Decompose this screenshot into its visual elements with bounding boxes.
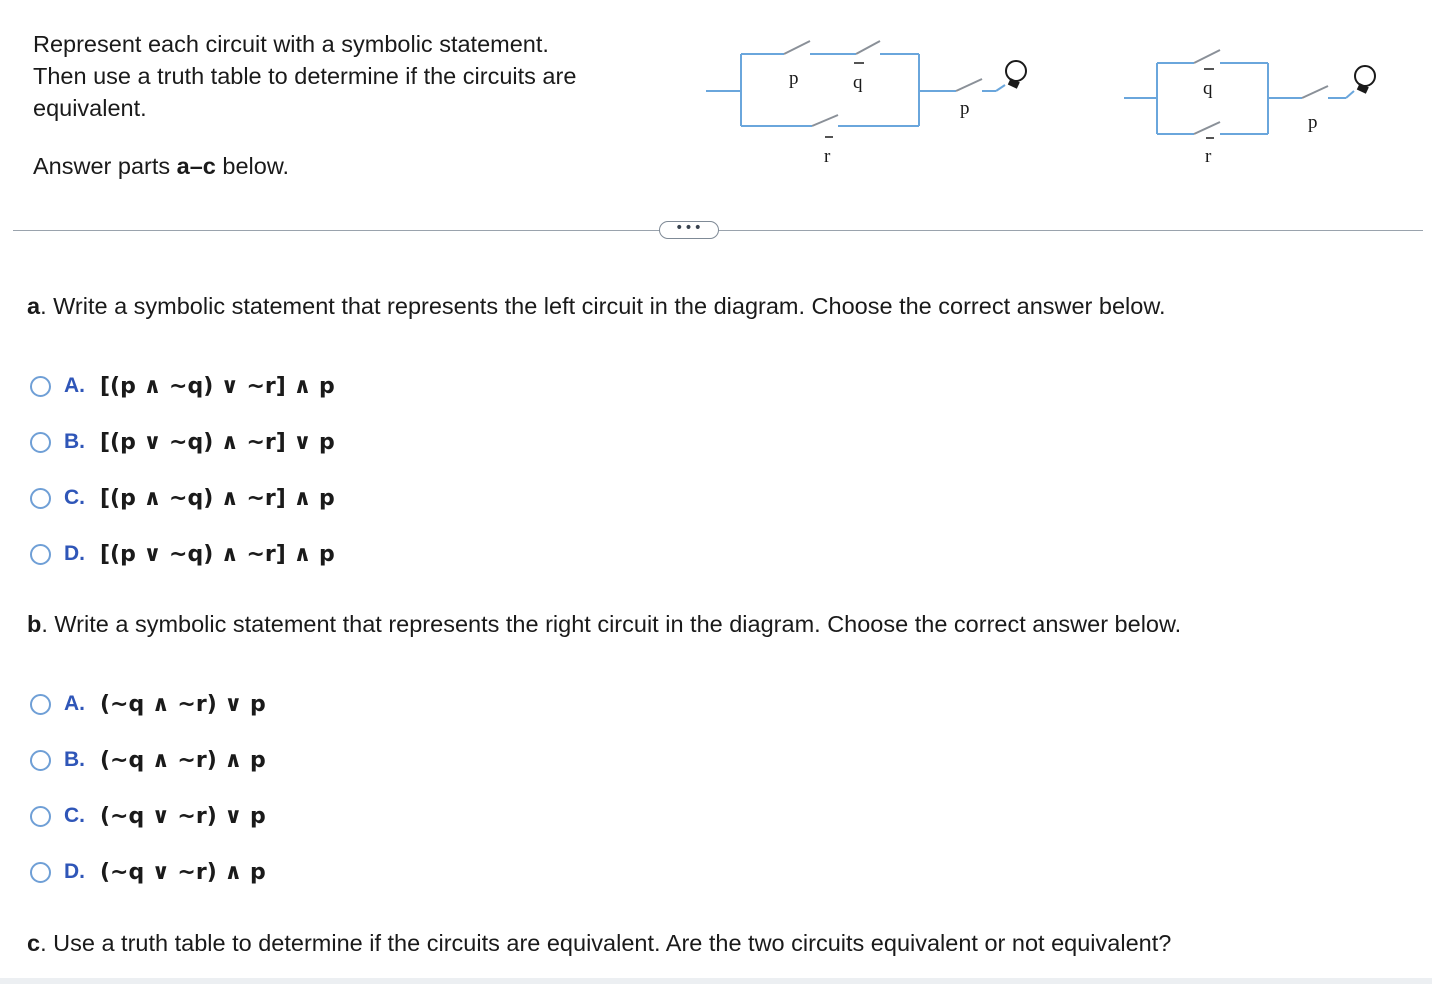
instruction-line-1: Represent each circuit with a symbolic statement. <box>33 31 549 57</box>
right-circuit-diagram <box>1120 36 1390 176</box>
bottom-edge <box>0 978 1432 984</box>
radio-button[interactable] <box>30 488 51 509</box>
instruction-line-3: equivalent. <box>33 95 147 121</box>
part-b-options <box>30 676 266 900</box>
switch-label-p-series: p <box>960 98 970 119</box>
part-a-option-b[interactable]: B. [(p ∨ ~q) ∧ ~r] ∨ p <box>30 414 335 470</box>
answer-parts-note: Answer parts a–c below. <box>33 153 290 179</box>
lightbulb-icon <box>1006 61 1026 89</box>
switch-label-not-r: r <box>1205 146 1212 167</box>
right-circuit-svg <box>1120 36 1390 176</box>
part-b-option-c[interactable]: C. (~q ∨ ~r) ∨ p <box>30 788 266 844</box>
switch-label-not-q: q <box>853 72 863 93</box>
switch-label-not-q: q <box>1203 78 1213 99</box>
instructions <box>33 28 673 182</box>
part-a-question: a. Write a symbolic statement that represents the left circuit in the diagram. Choose the correct answer below. <box>27 293 1166 319</box>
part-b-option-d[interactable]: D. (~q ∨ ~r) ∧ p <box>30 844 266 900</box>
part-a-option-a[interactable]: A. [(p ∧ ~q) ∨ ~r] ∧ p <box>30 358 335 414</box>
left-circuit-diagram <box>700 36 1040 176</box>
switch-label-p: p <box>789 68 799 89</box>
radio-button[interactable] <box>30 544 51 565</box>
lightbulb-icon <box>1355 66 1375 94</box>
radio-button[interactable] <box>30 376 51 397</box>
show-more-button[interactable]: ••• <box>659 221 719 239</box>
radio-button[interactable] <box>30 806 51 827</box>
instruction-line-2: Then use a truth table to determine if the circuits are <box>33 63 577 89</box>
radio-button[interactable] <box>30 862 51 883</box>
part-b-option-a[interactable]: A. (~q ∧ ~r) ∨ p <box>30 676 266 732</box>
radio-button[interactable] <box>30 750 51 771</box>
part-b-question: b. Write a symbolic statement that represents the right circuit in the diagram. Choose the correct answer below. <box>27 611 1182 637</box>
part-a-option-d[interactable]: D. [(p ∨ ~q) ∧ ~r] ∧ p <box>30 526 335 582</box>
part-a-option-c[interactable]: C. [(p ∧ ~q) ∧ ~r] ∧ p <box>30 470 335 526</box>
part-a-options <box>30 358 335 582</box>
part-c-question: c. Use a truth table to determine if the circuits are equivalent. Are the two circuits equivalent or not equivalent? <box>27 930 1172 956</box>
radio-button[interactable] <box>30 694 51 715</box>
switch-label-not-r: r <box>824 146 831 167</box>
radio-button[interactable] <box>30 432 51 453</box>
left-circuit-svg <box>700 36 1040 176</box>
part-b-option-b[interactable]: B. (~q ∧ ~r) ∧ p <box>30 732 266 788</box>
switch-label-p-series: p <box>1308 112 1318 133</box>
